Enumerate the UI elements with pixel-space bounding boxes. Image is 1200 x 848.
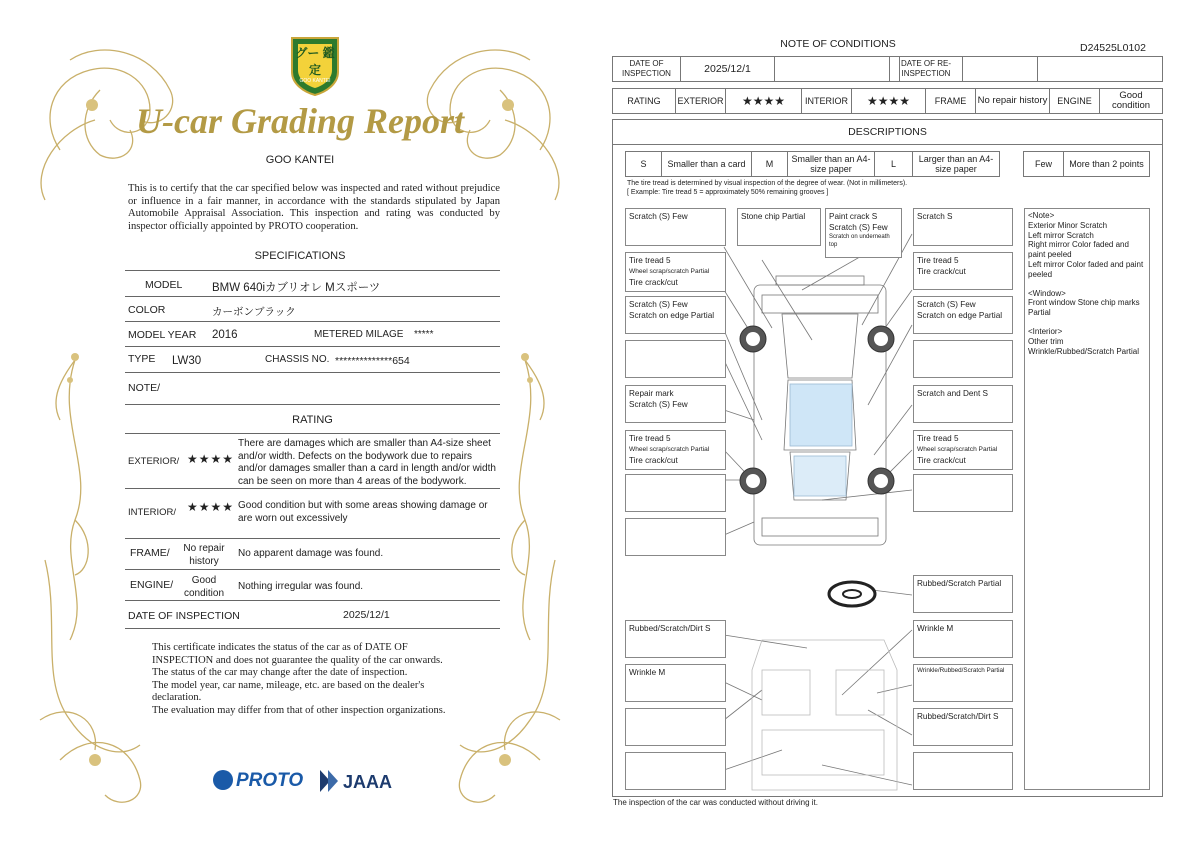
document-id: D24525L0102: [1080, 42, 1146, 54]
condition-note: [825, 208, 902, 258]
engine-description: Nothing irregular was found.: [238, 581, 364, 592]
report-subtitle: GOO KANTEI: [265, 154, 335, 166]
date-row: [612, 56, 1163, 82]
engine-value: Good condition: [183, 575, 225, 599]
note-text: Wheel scrap/scratch Partial: [917, 446, 998, 453]
engine-value-r: Good condition: [1111, 90, 1151, 111]
side-note-line: Left mirror Scratch: [1028, 230, 1094, 240]
noc-title: NOTE OF CONDITIONS: [780, 38, 896, 50]
chassis-value: **************654: [335, 355, 410, 367]
note-text: Rubbed/Scratch/Dirt S: [629, 624, 711, 633]
condition-note-empty: [625, 474, 726, 512]
condition-note: [913, 252, 1013, 290]
note-text: Scratch on edge Partial: [629, 311, 715, 320]
side-note-line: <Window>: [1028, 288, 1066, 298]
note-text: Scratch and Dent S: [917, 389, 988, 398]
footer-note: The inspection of the car was conducted without driving it.: [613, 798, 818, 807]
proto-logo-icon: [213, 770, 233, 790]
condition-note-empty: [913, 474, 1013, 512]
note-text: Tire crack/cut: [629, 278, 678, 287]
note-text: Tire tread 5: [917, 256, 959, 265]
size-legend: [625, 151, 1000, 177]
re-inspection-label: DATE OF RE-INSPECTION: [889, 57, 963, 81]
note-text: Scratch (S) Few: [629, 212, 688, 221]
type-label: TYPE: [128, 353, 156, 365]
note-text: Wrinkle/Rubbed/Scratch Partial: [917, 667, 1005, 674]
legend-code: M: [752, 152, 788, 176]
legend-text: Smaller than a card: [662, 152, 752, 176]
disclaimer-line: This certificate indicates the status of the car as of DATE OF: [152, 642, 408, 653]
condition-note: [913, 708, 1013, 746]
side-note-line: <Interior>: [1028, 326, 1063, 336]
note-text: Rubbed/Scratch Partial: [917, 579, 1002, 588]
legend-code: S: [626, 152, 662, 176]
note-text: Wheel scrap/scratch Partial: [629, 446, 710, 453]
jaaa-logo-icon: [318, 768, 340, 794]
disclaimer: [152, 642, 482, 717]
few-text: More than 2 points: [1069, 159, 1144, 169]
condition-note-empty: [913, 340, 1013, 378]
side-note-line: [1028, 280, 1146, 289]
legend-text: Larger than an A4-size paper: [918, 154, 994, 174]
mileage-label: METERED MILAGE: [314, 329, 404, 340]
note-text: Stone chip Partial: [741, 212, 806, 221]
report-title: U-car Grading Report: [135, 101, 464, 141]
disclaimer-line: declaration.: [152, 692, 202, 703]
condition-note-empty: [625, 518, 726, 556]
condition-note: [913, 664, 1013, 702]
badge-subtext: GOO KANTEI: [299, 78, 331, 84]
side-note-line: [1028, 318, 1146, 327]
side-note-line: Left mirror Color faded and paint peeled: [1028, 259, 1144, 279]
note-text: Scratch (S) Few: [629, 400, 688, 409]
note-text: Wrinkle M: [917, 624, 954, 633]
condition-note: [625, 385, 726, 423]
note-text: Scratch on edge Partial: [917, 311, 1003, 320]
frame-description: No apparent damage was found.: [238, 548, 384, 559]
note-text: Tire tread 5: [629, 256, 671, 265]
disclaimer-line: The evaluation may differ from that of other inspection organizations.: [152, 704, 446, 716]
condition-note: [625, 664, 726, 702]
interior-description: Good condition but with some areas showing damage or are worn out excessively: [238, 500, 488, 524]
condition-note: [625, 208, 726, 246]
date-of-inspection-label: DATE OF INSPECTION: [128, 610, 240, 622]
note-text: Scratch S: [917, 212, 953, 221]
badge-text: グー 鑑定: [295, 46, 335, 77]
date-inspection-value: 2025/12/1: [681, 57, 775, 81]
condition-note: [913, 296, 1013, 334]
exterior-description: There are damages which are smaller than A4-size sheet and/or width. Defects on the bodywork due to repairs and/or damages smaller than a card in length and/or width can be seen on more than 4 areas of the bodywork.: [238, 438, 496, 487]
note-text: Tire tread 5: [917, 434, 959, 443]
mileage-value: *****: [414, 329, 434, 340]
side-note-line: Front window Stone chip marks Partial: [1028, 298, 1140, 318]
condition-note: [625, 430, 726, 470]
note-text: Scratch (S) Few: [917, 300, 976, 309]
note-text: Scratch (S) Few: [629, 300, 688, 309]
note-text: Wrinkle M: [629, 668, 666, 677]
few-legend: [1023, 151, 1150, 177]
type-value: LW30: [172, 355, 202, 367]
tire-note-2: [ Example: Tire tread 5 = approximately 50% remaining grooves ]: [627, 189, 829, 196]
side-note-line: Right mirror Color faded and paint peeled: [1028, 240, 1129, 260]
disclaimer-line: INSPECTION and does not guarantee the quality of the car onwards.: [152, 654, 443, 666]
model-label: MODEL: [145, 279, 183, 291]
frame-value-r: No repair history: [976, 89, 1050, 113]
tire-note-1: The tire tread is determined by visual inspection of the degree of wear. (Not in millimeters).: [627, 180, 908, 187]
exterior-stars: ★★★★: [187, 452, 235, 466]
condition-note: [913, 430, 1013, 470]
exterior-label: EXTERIOR/: [128, 456, 180, 467]
condition-note: [913, 385, 1013, 423]
rating-label: RATING: [613, 89, 676, 113]
note-text: Tire crack/cut: [917, 267, 966, 276]
note-text: Scratch on underneath top: [829, 234, 890, 248]
few-code: Few: [1024, 152, 1064, 176]
note-text: Repair mark: [629, 389, 674, 398]
chassis-label: CHASSIS NO.: [265, 354, 330, 365]
condition-note: [913, 575, 1013, 613]
condition-note: [625, 296, 726, 334]
note-text: Rubbed/Scratch/Dirt S: [917, 712, 999, 721]
disclaimer-line: The model year, car name, mileage, etc. are based on the dealer's: [152, 679, 425, 691]
interior-label: INTERIOR/: [128, 507, 177, 518]
legend-text: Smaller than an A4-size paper: [788, 152, 875, 176]
model-year-value: 2016: [212, 329, 238, 341]
condition-note: [625, 620, 726, 658]
specifications-heading: SPECIFICATIONS: [254, 250, 346, 262]
jaaa-logo: JAAA: [343, 772, 393, 792]
condition-note-empty: [913, 752, 1013, 790]
engine-label-r: ENGINE: [1050, 89, 1100, 113]
side-notes-panel: [1024, 208, 1150, 790]
frame-value: No repair history: [183, 543, 225, 567]
condition-note: [913, 620, 1013, 658]
date-inspection-label: DATE OF INSPECTION: [613, 57, 681, 81]
engine-label: ENGINE/: [130, 579, 174, 591]
condition-note-empty: [625, 752, 726, 790]
note-text: Scratch (S) Few: [829, 223, 888, 232]
condition-note-empty: [625, 708, 726, 746]
exterior-label-r: EXTERIOR: [676, 89, 726, 113]
side-note-line: Other trim: [1028, 336, 1064, 346]
condition-note-empty: [625, 340, 726, 378]
certification-text: This is to certify that the car specified below was inspected and rated without prejudice or influence in a fair manner, in accordance with the standards stipulated by Japan Automobile Appraisal Association. This inspection and rating was conducted by inspector officially appointed by PROTO cooperation.: [128, 183, 500, 233]
note-text: Wheel scrap/scratch Partial: [629, 268, 710, 275]
rating-heading: RATING: [292, 414, 333, 426]
note-text: Tire crack/cut: [629, 456, 678, 465]
condition-note: [737, 208, 821, 246]
date-of-inspection-value: 2025/12/1: [343, 609, 390, 621]
color-value: カーボンブラック: [212, 306, 296, 318]
color-label: COLOR: [128, 304, 166, 316]
model-value: BMW 640iカブリオレ Mスポーツ: [212, 282, 381, 294]
condition-note: [625, 252, 726, 292]
note-label: NOTE/: [128, 382, 161, 394]
note-text: Tire tread 5: [629, 434, 671, 443]
descriptions-heading: DESCRIPTIONS: [848, 126, 927, 138]
interior-label-r: INTERIOR: [802, 89, 852, 113]
legend-code: L: [875, 152, 913, 176]
condition-note: [913, 208, 1013, 246]
frame-label-r: FRAME: [926, 89, 976, 113]
side-note-line: Exterior Minor Scratch: [1028, 220, 1108, 230]
note-text: Tire crack/cut: [917, 456, 966, 465]
frame-label: FRAME/: [130, 547, 170, 559]
side-note-line: <Note>: [1028, 211, 1055, 220]
interior-stars-r: ★★★★: [852, 89, 926, 113]
side-note-line: Wrinkle/Rubbed/Scratch Partial: [1028, 346, 1140, 356]
disclaimer-line: The status of the car may change after the date of inspection.: [152, 667, 408, 678]
rating-row: [612, 88, 1163, 114]
exterior-stars-r: ★★★★: [726, 89, 802, 113]
proto-logo: PROTO: [236, 770, 304, 791]
interior-stars: ★★★★: [187, 500, 235, 514]
note-text: Paint crack S: [829, 212, 878, 221]
model-year-label: MODEL YEAR: [128, 329, 197, 341]
